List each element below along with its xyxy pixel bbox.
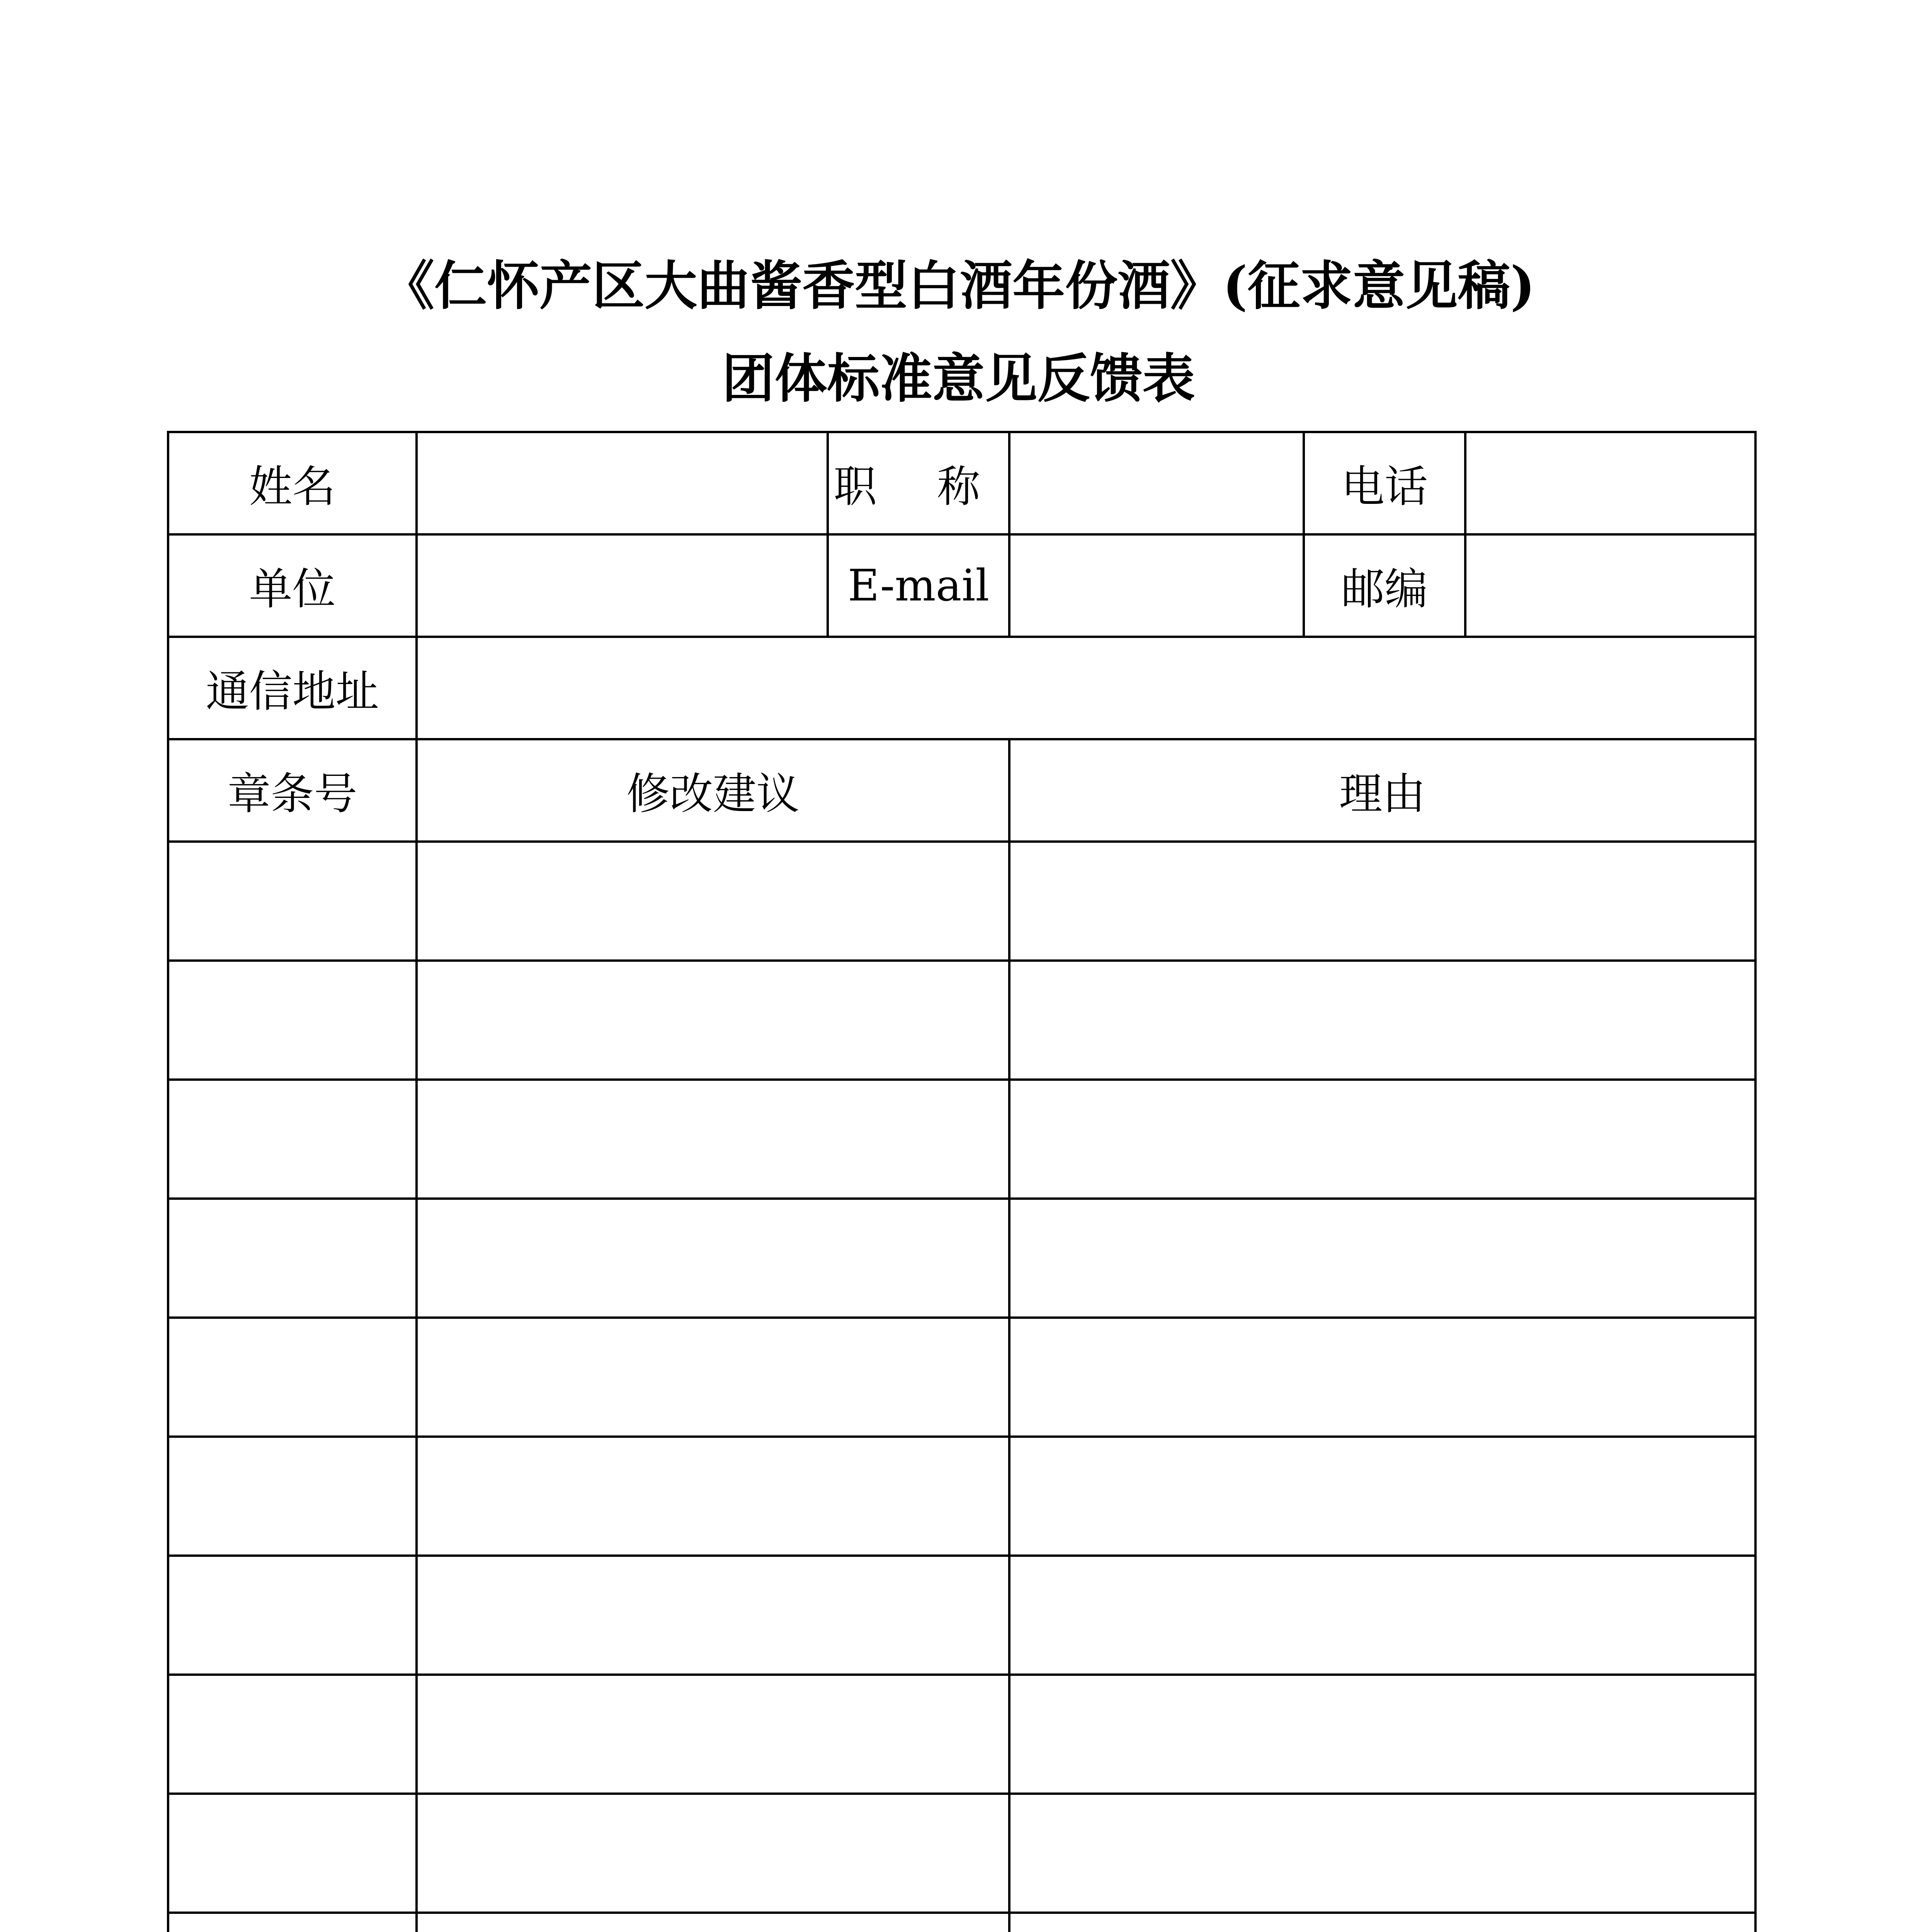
contact-row-1	[168, 432, 1755, 534]
comment-row	[168, 1556, 1755, 1675]
address-label: 通信地址	[168, 637, 417, 739]
clause-number-cell[interactable]	[168, 961, 417, 1080]
suggestion-cell[interactable]	[417, 1675, 1009, 1794]
reason-cell[interactable]	[1009, 1199, 1755, 1318]
job-title-field[interactable]	[1009, 432, 1304, 534]
email-label: E-mail	[828, 534, 1009, 637]
email-field[interactable]	[1009, 534, 1304, 637]
comment-row	[168, 961, 1755, 1080]
reason-cell[interactable]	[1009, 1794, 1755, 1913]
reason-cell[interactable]	[1009, 1437, 1755, 1556]
phone-label: 电话	[1304, 432, 1465, 534]
feedback-form-table	[167, 431, 1757, 1932]
clause-number-cell[interactable]	[168, 1437, 417, 1556]
reason-cell[interactable]	[1009, 1913, 1755, 1932]
comment-row	[168, 1199, 1755, 1318]
suggestion-cell[interactable]	[417, 1199, 1009, 1318]
comment-row	[168, 1913, 1755, 1932]
suggestion-cell[interactable]	[417, 1318, 1009, 1437]
comment-row	[168, 1080, 1755, 1199]
reason-header: 理由	[1009, 739, 1755, 842]
clause-number-cell[interactable]	[168, 842, 417, 961]
clause-number-cell[interactable]	[168, 1794, 417, 1913]
comments-header-row	[168, 739, 1755, 842]
name-field[interactable]	[417, 432, 828, 534]
reason-cell[interactable]	[1009, 1318, 1755, 1437]
reason-cell[interactable]	[1009, 1080, 1755, 1199]
clause-number-cell[interactable]	[168, 1080, 417, 1199]
address-field[interactable]	[417, 637, 1755, 739]
document-title-line-1: 《仁怀产区大曲酱香型白酒年份酒》(征求意见稿)	[382, 255, 1535, 317]
organization-label: 单位	[168, 534, 417, 637]
clause-number-cell[interactable]	[168, 1913, 417, 1932]
comment-rows	[168, 842, 1755, 1932]
comment-row	[168, 1794, 1755, 1913]
suggestion-cell[interactable]	[417, 1556, 1009, 1675]
clause-number-cell[interactable]	[168, 1556, 417, 1675]
postcode-field[interactable]	[1465, 534, 1755, 637]
clause-number-header: 章条号	[168, 739, 417, 842]
reason-cell[interactable]	[1009, 842, 1755, 961]
postcode-label: 邮编	[1304, 534, 1465, 637]
job-title-label: 职 称	[828, 432, 1009, 534]
suggestion-cell[interactable]	[417, 1437, 1009, 1556]
clause-number-cell[interactable]	[168, 1675, 417, 1794]
contact-row-2	[168, 534, 1755, 637]
suggestion-cell[interactable]	[417, 1913, 1009, 1932]
comment-row	[168, 1437, 1755, 1556]
clause-number-cell[interactable]	[168, 1199, 417, 1318]
clause-number-cell[interactable]	[168, 1318, 417, 1437]
reason-cell[interactable]	[1009, 1675, 1755, 1794]
comment-row	[168, 1675, 1755, 1794]
reason-cell[interactable]	[1009, 961, 1755, 1080]
suggestion-header: 修改建议	[417, 739, 1009, 842]
suggestion-cell[interactable]	[417, 1794, 1009, 1913]
comment-row	[168, 1318, 1755, 1437]
suggestion-cell[interactable]	[417, 1080, 1009, 1199]
address-row	[168, 637, 1755, 739]
suggestion-cell[interactable]	[417, 842, 1009, 961]
suggestion-cell[interactable]	[417, 961, 1009, 1080]
reason-cell[interactable]	[1009, 1556, 1755, 1675]
document-title-line-2: 团体标准意见反馈表	[722, 348, 1195, 410]
name-label: 姓名	[168, 432, 417, 534]
organization-field[interactable]	[417, 534, 828, 637]
comment-row	[168, 842, 1755, 961]
phone-field[interactable]	[1465, 432, 1755, 534]
